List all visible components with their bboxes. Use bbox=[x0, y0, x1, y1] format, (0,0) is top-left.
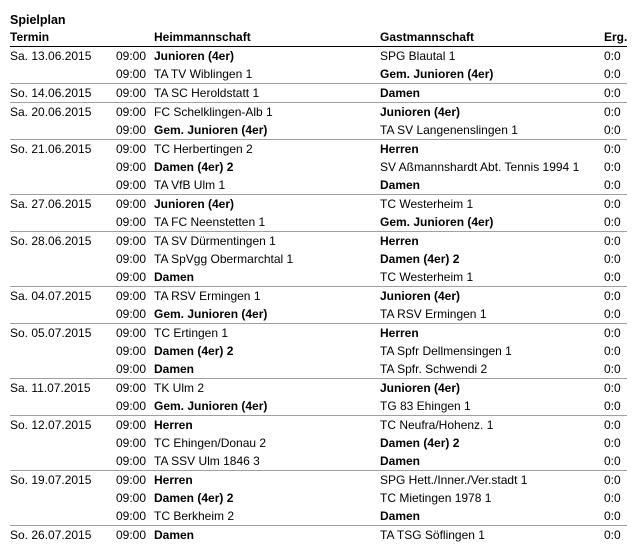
schedule-body bbox=[10, 47, 627, 545]
home-team: TC Ehingen/Donau 2 bbox=[154, 436, 267, 450]
header-ergebnis: Erg. bbox=[604, 29, 627, 47]
match-time: 09:00 bbox=[116, 416, 146, 435]
match-result: 0:0 bbox=[604, 103, 627, 122]
cell-spacer bbox=[146, 176, 154, 195]
away-team: TA RSV Ermingen 1 bbox=[380, 307, 487, 321]
match-date bbox=[10, 342, 116, 360]
home-team: Junioren (4er) bbox=[154, 47, 380, 66]
match-date bbox=[10, 213, 116, 232]
table-row bbox=[10, 140, 627, 159]
cell-spacer bbox=[146, 195, 154, 214]
table-row bbox=[10, 342, 627, 360]
table-row bbox=[10, 103, 627, 122]
away-team: Junioren (4er) bbox=[380, 103, 604, 122]
match-result: 0:0 bbox=[604, 195, 627, 214]
table-row bbox=[10, 268, 627, 287]
match-result: 0:0 bbox=[604, 67, 621, 81]
match-time: 09:00 bbox=[116, 362, 146, 376]
away-team: TC Westerheim 1 bbox=[380, 195, 604, 214]
home-team: Damen (4er) 2 bbox=[154, 160, 234, 174]
home-team: TK Ulm 2 bbox=[154, 379, 380, 398]
match-date bbox=[10, 452, 116, 471]
away-team: TA SV Langenenslingen 1 bbox=[380, 123, 518, 137]
cell-spacer bbox=[146, 452, 154, 471]
away-team: Damen bbox=[380, 509, 421, 523]
cell-spacer bbox=[146, 379, 154, 398]
cell-spacer bbox=[146, 416, 154, 435]
cell-spacer bbox=[146, 250, 154, 268]
home-team: TC Herbertingen 2 bbox=[154, 140, 380, 159]
match-date bbox=[10, 250, 116, 268]
cell-spacer bbox=[146, 268, 154, 287]
match-date: So. 12.07.2015 bbox=[10, 416, 116, 435]
match-time: 09:00 bbox=[116, 270, 146, 284]
table-row bbox=[10, 324, 627, 343]
home-team: Damen bbox=[154, 526, 380, 545]
home-team: FC Schelklingen-Alb 1 bbox=[154, 103, 380, 122]
away-team: Herren bbox=[380, 140, 604, 159]
match-result: 0:0 bbox=[604, 47, 627, 66]
table-row bbox=[10, 471, 627, 490]
home-team: Herren bbox=[154, 471, 380, 490]
cell-spacer bbox=[146, 47, 154, 66]
match-date: So. 14.06.2015 bbox=[10, 84, 116, 103]
match-time: 09:00 bbox=[116, 471, 146, 490]
match-time: 09:00 bbox=[116, 287, 146, 306]
away-team: SPG Blautal 1 bbox=[380, 47, 604, 66]
match-time: 09:00 bbox=[116, 509, 146, 523]
header-heimmannschaft: Heimmannschaft bbox=[154, 29, 380, 47]
table-row bbox=[10, 397, 627, 416]
cell-spacer bbox=[146, 471, 154, 490]
away-team: TA Spfr. Schwendi 2 bbox=[380, 362, 488, 376]
match-date bbox=[10, 158, 116, 176]
match-date bbox=[10, 65, 116, 84]
match-result: 0:0 bbox=[604, 287, 627, 306]
match-time: 09:00 bbox=[116, 324, 146, 343]
cell-spacer bbox=[146, 65, 154, 84]
match-date bbox=[10, 176, 116, 195]
home-team: TA RSV Ermingen 1 bbox=[154, 287, 380, 306]
match-result: 0:0 bbox=[604, 307, 621, 321]
home-team: TA TV Wiblingen 1 bbox=[154, 67, 253, 81]
home-team: Damen bbox=[154, 270, 195, 284]
home-team: TC Berkheim 2 bbox=[154, 509, 235, 523]
cell-spacer bbox=[146, 103, 154, 122]
match-time: 09:00 bbox=[116, 399, 146, 413]
away-team: Gem. Junioren (4er) bbox=[380, 67, 494, 81]
match-time: 09:00 bbox=[116, 379, 146, 398]
away-team: TC Neufra/Hohenz. 1 bbox=[380, 416, 604, 435]
schedule-table bbox=[10, 29, 627, 544]
match-time: 09:00 bbox=[116, 47, 146, 66]
away-team: Gem. Junioren (4er) bbox=[380, 215, 494, 229]
match-result: 0:0 bbox=[604, 344, 621, 358]
match-date: Sa. 27.06.2015 bbox=[10, 195, 116, 214]
match-date bbox=[10, 397, 116, 416]
table-row bbox=[10, 434, 627, 452]
match-time: 09:00 bbox=[116, 67, 146, 81]
match-date: So. 21.06.2015 bbox=[10, 140, 116, 159]
match-result: 0:0 bbox=[604, 379, 627, 398]
match-time: 09:00 bbox=[116, 215, 146, 229]
home-team: Damen (4er) 2 bbox=[154, 344, 234, 358]
table-row bbox=[10, 287, 627, 306]
home-team: TA SV Dürmentingen 1 bbox=[154, 232, 380, 251]
match-result: 0:0 bbox=[604, 252, 621, 266]
header-termin: Termin bbox=[10, 29, 146, 47]
match-result: 0:0 bbox=[604, 232, 627, 251]
table-row bbox=[10, 507, 627, 526]
match-result: 0:0 bbox=[604, 491, 621, 505]
table-row bbox=[10, 121, 627, 140]
match-time: 09:00 bbox=[116, 232, 146, 251]
match-result: 0:0 bbox=[604, 324, 627, 343]
table-row bbox=[10, 526, 627, 545]
home-team: Gem. Junioren (4er) bbox=[154, 123, 268, 137]
page-title: Spielplan bbox=[10, 13, 66, 27]
match-time: 09:00 bbox=[116, 103, 146, 122]
match-time: 09:00 bbox=[116, 195, 146, 214]
match-time: 09:00 bbox=[116, 526, 146, 545]
cell-spacer bbox=[146, 434, 154, 452]
cell-spacer bbox=[146, 507, 154, 526]
away-team: Damen bbox=[380, 84, 604, 103]
match-time: 09:00 bbox=[116, 252, 146, 266]
match-result: 0:0 bbox=[604, 416, 627, 435]
away-team: Herren bbox=[380, 232, 604, 251]
table-row bbox=[10, 489, 627, 507]
match-time: 09:00 bbox=[116, 178, 146, 192]
home-team: TA VfB Ulm 1 bbox=[154, 178, 226, 192]
match-result: 0:0 bbox=[604, 526, 627, 545]
header-gastmannschaft: Gastmannschaft bbox=[380, 29, 604, 47]
match-result: 0:0 bbox=[604, 215, 621, 229]
home-team: TA FC Neenstetten 1 bbox=[154, 215, 266, 229]
table-row bbox=[10, 47, 627, 66]
match-time: 09:00 bbox=[116, 344, 146, 358]
away-team: Damen (4er) 2 bbox=[380, 252, 460, 266]
cell-spacer bbox=[146, 213, 154, 232]
match-time: 09:00 bbox=[116, 491, 146, 505]
home-team: Damen (4er) 2 bbox=[154, 491, 234, 505]
cell-spacer bbox=[146, 360, 154, 379]
home-team: Gem. Junioren (4er) bbox=[154, 307, 268, 321]
home-team: Herren bbox=[154, 416, 380, 435]
match-date: Sa. 04.07.2015 bbox=[10, 287, 116, 306]
match-date bbox=[10, 434, 116, 452]
match-time: 09:00 bbox=[116, 436, 146, 450]
home-team: TA SC Heroldstatt 1 bbox=[154, 84, 380, 103]
home-team: Gem. Junioren (4er) bbox=[154, 399, 268, 413]
table-row bbox=[10, 250, 627, 268]
match-time: 09:00 bbox=[116, 123, 146, 137]
match-result: 0:0 bbox=[604, 270, 621, 284]
table-row bbox=[10, 195, 627, 214]
match-time: 09:00 bbox=[116, 160, 146, 174]
match-date: So. 19.07.2015 bbox=[10, 471, 116, 490]
table-row bbox=[10, 360, 627, 379]
away-team: Damen (4er) 2 bbox=[380, 436, 460, 450]
cell-spacer bbox=[146, 158, 154, 176]
cell-spacer bbox=[146, 397, 154, 416]
away-team: TG 83 Ehingen 1 bbox=[380, 399, 471, 413]
home-team: Junioren (4er) bbox=[154, 195, 380, 214]
away-team: SPG Hett./Inner./Ver.stadt 1 bbox=[380, 471, 604, 490]
away-team: TA Spfr Dellmensingen 1 bbox=[380, 344, 512, 358]
cell-spacer bbox=[146, 342, 154, 360]
match-date bbox=[10, 121, 116, 140]
home-team: Damen bbox=[154, 362, 195, 376]
table-row bbox=[10, 379, 627, 398]
match-time: 09:00 bbox=[116, 454, 146, 468]
cell-spacer bbox=[146, 305, 154, 324]
match-result: 0:0 bbox=[604, 471, 627, 490]
away-team: SV Aßmannshardt Abt. Tennis 1994 1 bbox=[380, 160, 580, 174]
match-result: 0:0 bbox=[604, 178, 621, 192]
table-row bbox=[10, 416, 627, 435]
match-result: 0:0 bbox=[604, 160, 621, 174]
away-team: Junioren (4er) bbox=[380, 287, 604, 306]
cell-spacer bbox=[146, 121, 154, 140]
home-team: TA SpVgg Obermarchtal 1 bbox=[154, 252, 294, 266]
table-row bbox=[10, 176, 627, 195]
away-team: TA TSG Söflingen 1 bbox=[380, 526, 604, 545]
table-row bbox=[10, 452, 627, 471]
table-row bbox=[10, 232, 627, 251]
match-result: 0:0 bbox=[604, 399, 621, 413]
away-team: TC Mietingen 1978 1 bbox=[380, 491, 492, 505]
cell-spacer bbox=[146, 232, 154, 251]
match-date: Sa. 20.06.2015 bbox=[10, 103, 116, 122]
match-result: 0:0 bbox=[604, 362, 621, 376]
match-result: 0:0 bbox=[604, 123, 621, 137]
match-result: 0:0 bbox=[604, 509, 621, 523]
home-team: TA SSV Ulm 1846 3 bbox=[154, 454, 260, 468]
cell-spacer bbox=[146, 287, 154, 306]
match-date: Sa. 13.06.2015 bbox=[10, 47, 116, 66]
match-date bbox=[10, 360, 116, 379]
home-team: TC Ertingen 1 bbox=[154, 324, 380, 343]
match-date: Sa. 11.07.2015 bbox=[10, 379, 116, 398]
header-spacer bbox=[146, 29, 154, 47]
match-result: 0:0 bbox=[604, 140, 627, 159]
match-date bbox=[10, 489, 116, 507]
match-time: 09:00 bbox=[116, 84, 146, 103]
match-result: 0:0 bbox=[604, 436, 621, 450]
match-date: So. 28.06.2015 bbox=[10, 232, 116, 251]
cell-spacer bbox=[146, 84, 154, 103]
match-date: So. 05.07.2015 bbox=[10, 324, 116, 343]
away-team: TC Westerheim 1 bbox=[380, 270, 474, 284]
table-header-row bbox=[10, 29, 627, 47]
table-row bbox=[10, 158, 627, 176]
match-date bbox=[10, 507, 116, 526]
cell-spacer bbox=[146, 489, 154, 507]
away-team: Damen bbox=[380, 178, 421, 192]
away-team: Junioren (4er) bbox=[380, 379, 604, 398]
table-row bbox=[10, 213, 627, 232]
match-time: 09:00 bbox=[116, 140, 146, 159]
cell-spacer bbox=[146, 324, 154, 343]
away-team: Herren bbox=[380, 324, 604, 343]
away-team: Damen bbox=[380, 454, 421, 468]
match-date: So. 26.07.2015 bbox=[10, 526, 116, 545]
table-row bbox=[10, 84, 627, 103]
cell-spacer bbox=[146, 140, 154, 159]
table-row bbox=[10, 305, 627, 324]
match-date bbox=[10, 305, 116, 324]
table-row bbox=[10, 65, 627, 84]
match-result: 0:0 bbox=[604, 454, 621, 468]
match-time: 09:00 bbox=[116, 307, 146, 321]
match-date bbox=[10, 268, 116, 287]
match-result: 0:0 bbox=[604, 84, 627, 103]
cell-spacer bbox=[146, 526, 154, 545]
